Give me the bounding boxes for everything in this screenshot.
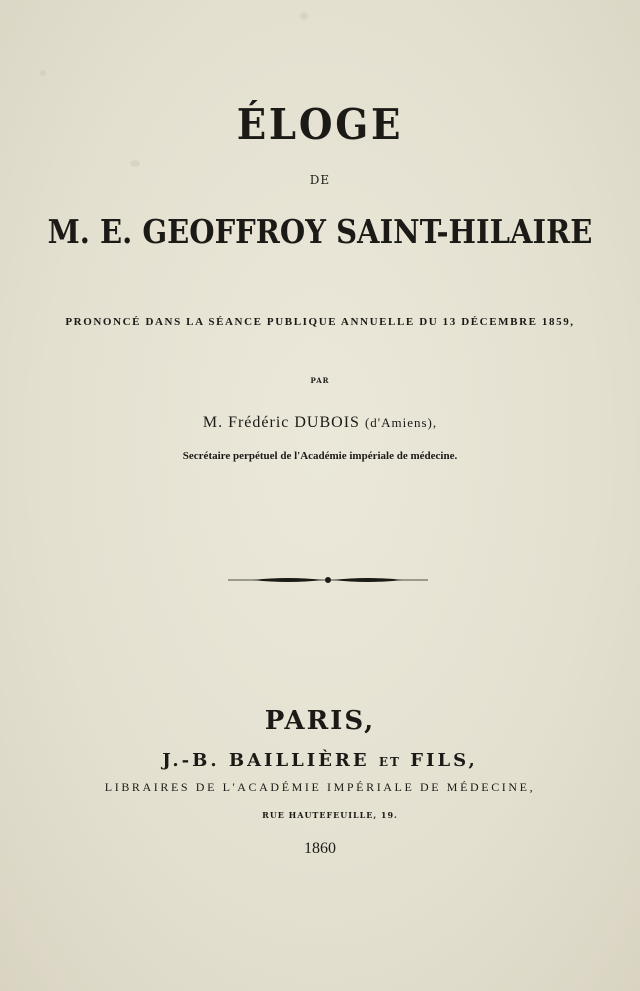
occasion-line: PRONONCÉ DANS LA SÉANCE PUBLIQUE ANNUELLE DU 13 DÉCEMBRE 1859, — [65, 316, 575, 328]
publisher-line — [0, 750, 640, 771]
subject-name: M. E. GEOFFROY SAINT-HILAIRE — [47, 212, 593, 251]
title-connector: DE — [309, 173, 331, 187]
publisher-fils: FILS, — [410, 750, 478, 771]
par-label: PAR — [310, 376, 330, 385]
author-role: Secrétaire perpétuel de l'Académie impériale de médecine. — [182, 450, 458, 462]
author-suffix: (d'Amiens), — [364, 415, 438, 430]
publication-year: 1860 — [304, 840, 336, 857]
publisher-name: J.-B. BAILLIÈRE — [162, 750, 370, 771]
document-title: ÉLOGE — [236, 100, 404, 149]
publisher-description: LIBRAIRES DE L'ACADÉMIE IMPÉRIALE DE MÉDECINE, — [104, 780, 536, 794]
author-name: DUBOIS — [294, 414, 360, 431]
paper-spot — [130, 160, 140, 167]
publisher-address: RUE HAUTEFEUILLE, 19. — [262, 810, 398, 820]
paper-spot — [40, 70, 46, 76]
publication-city: PARIS, — [264, 706, 376, 736]
publisher-et: ET — [378, 755, 401, 769]
ornamental-rule — [228, 573, 428, 587]
author-prefix: M. Frédéric — [202, 414, 290, 431]
author-line — [0, 414, 640, 432]
paper-spot — [300, 12, 308, 20]
